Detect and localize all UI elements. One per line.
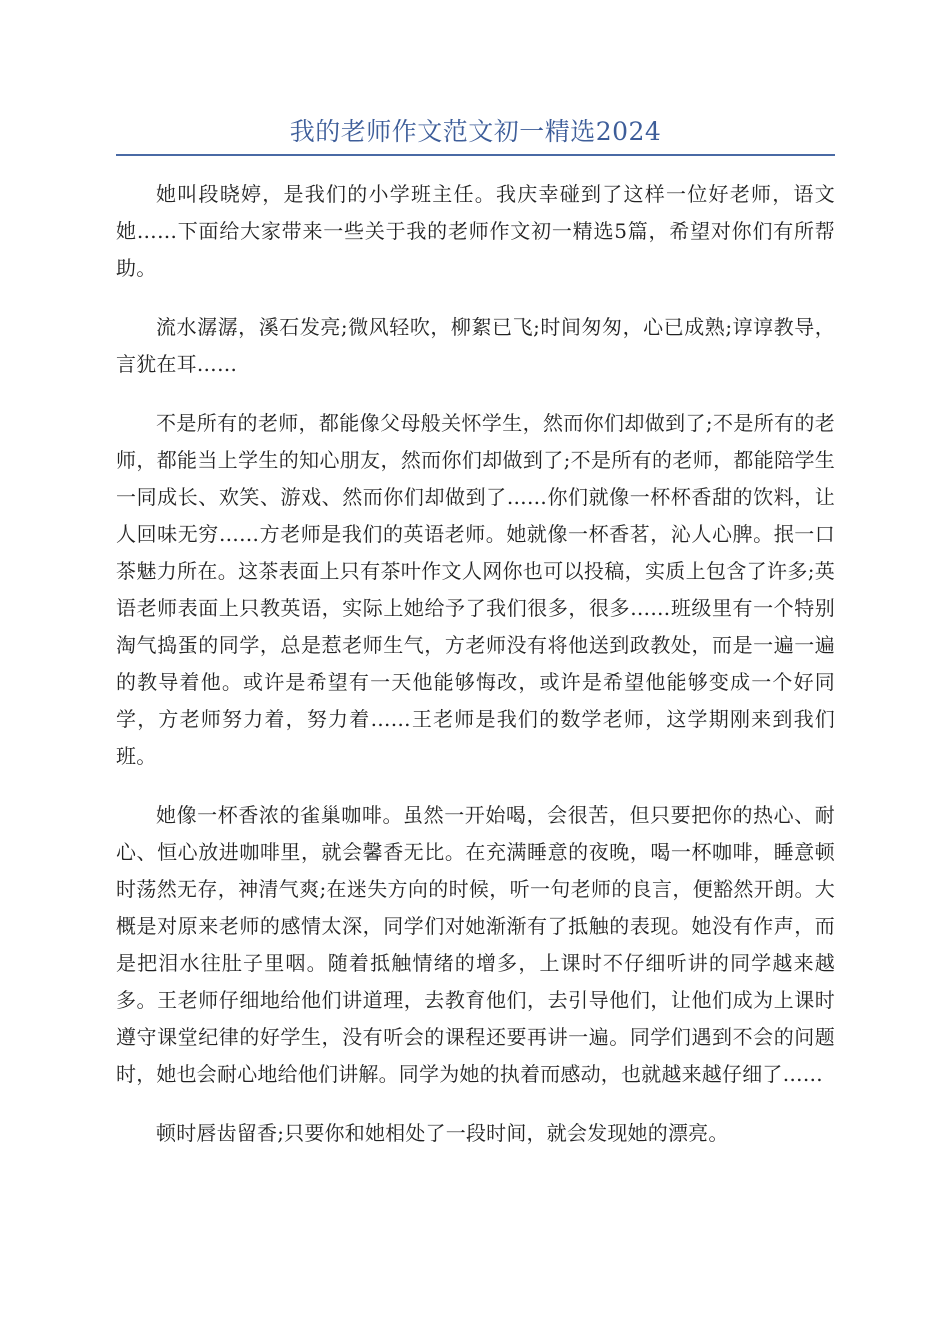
paragraph-3: 不是所有的老师，都能像父母般关怀学生，然而你们却做到了;不是所有的老师，都能当上学生的知心朋友，然而你们却做到了;不是所有的老师，都能陪学生一同成长、欢笑、游戏、然而你们却做到了……你们就像一杯杯香甜的饮料，让人回味无穷……方老师是我们的英语老师。她就像一杯香茗，沁人心脾。抿一口茶魅力所在。这茶表面上只有茶叶作文人网你也可以投稿，实质上包含了许多;英语老师表面上只教英语，实际上她给予了我们很多，很多……班级里有一个特别淘气捣蛋的同学，总是惹老师生气，方老师没有将他送到政教处，而是一遍一遍的教导着他。或许是希望有一天他能够悔改，或许是希望他能够变成一个好同学，方老师努力着，努力着……王老师是我们的数学老师，这学期刚来到我们班。 — [116, 411, 835, 768]
paragraph-1: 她叫段晓婷，是我们的小学班主任。我庆幸碰到了这样一位好老师，语文她……下面给大家带来一些关于我的老师作文初一精选5篇，希望对你们有所帮助。 — [116, 182, 835, 280]
page-title: 我的老师作文范文初一精选2024 — [289, 117, 662, 146]
paragraph-5: 顿时唇齿留香;只要你和她相处了一段时间，就会发现她的漂亮。 — [156, 1121, 729, 1145]
paragraph-4: 她像一杯香浓的雀巢咖啡。虽然一开始喝，会很苦，但只要把你的热心、耐心、恒心放进咖啡里，就会馨香无比。在充满睡意的夜晚，喝一杯咖啡，睡意顿时荡然无存，神清气爽;在迷失方向的时候，听一句老师的良言，便豁然开朗。大概是对原来老师的感情太深，同学们对她渐渐有了抵触的表现。她没有作声，而是把泪水往肚子里咽。随着抵触情绪的增多，上课时不仔细听讲的同学越来越多。王老师仔细地给他们讲道理，去教育他们，去引导他们，让他们成为上课时遵守课堂纪律的好学生，没有听会的课程还要再讲一遍。同学们遇到不会的问题时，她也会耐心地给他们讲解。同学为她的执着而感动，也就越来越仔细了…… — [116, 803, 835, 1086]
title-block — [116, 112, 835, 156]
paragraph-2: 流水潺潺，溪石发亮;微风轻吹，柳絮已飞;时间匆匆，心已成熟;谆谆教导，言犹在耳…… — [116, 315, 835, 376]
document-body — [116, 176, 835, 1174]
